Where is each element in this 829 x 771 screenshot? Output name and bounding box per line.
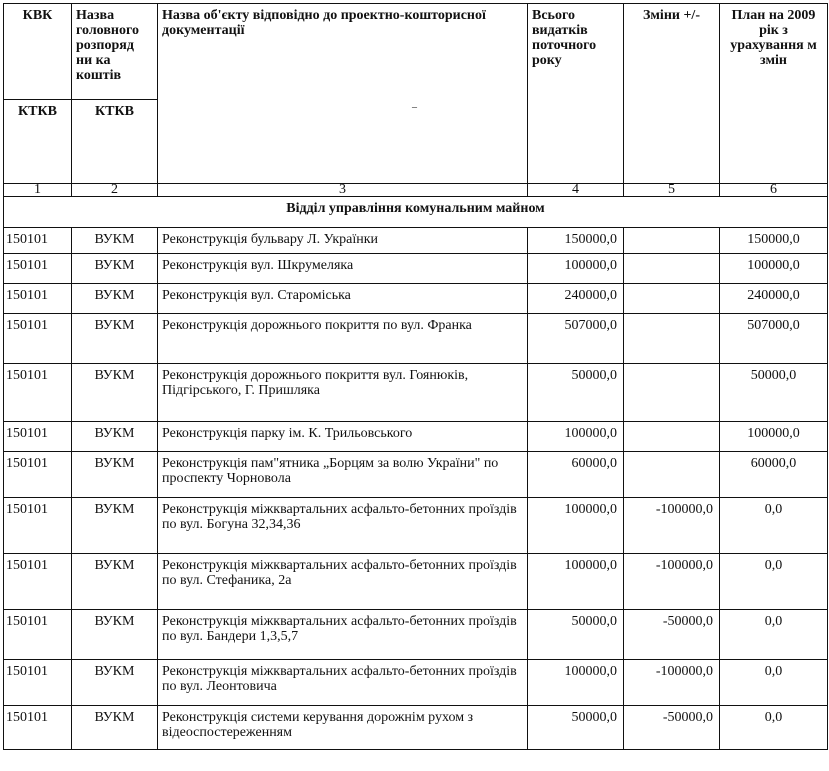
table-row [4, 498, 828, 554]
org-cell: ВУКМ [72, 422, 158, 452]
total-cell: 50000,0 [528, 364, 624, 422]
org-cell: ВУКМ [72, 554, 158, 610]
kvk-cell: 150101 [4, 364, 72, 422]
column-number: 5 [624, 184, 720, 197]
total-cell: 50000,0 [528, 610, 624, 660]
org-cell: ВУКМ [72, 254, 158, 284]
plan-cell: 0,0 [720, 610, 828, 660]
total-cell: 507000,0 [528, 314, 624, 364]
kvk-cell: 150101 [4, 452, 72, 498]
object-name-cell: Реконструкція вул. Старомiська [158, 284, 528, 314]
org-cell: ВУКМ [72, 228, 158, 254]
header-org-label: Назва головного розпоряд ни ка коштів [76, 8, 139, 83]
header-ktkv-2: КТКВ [72, 100, 158, 184]
org-cell: ВУКМ [72, 706, 158, 750]
table-row [4, 422, 828, 452]
plan-cell: 0,0 [720, 706, 828, 750]
total-cell: 100000,0 [528, 554, 624, 610]
stray-dash: – [412, 102, 417, 113]
object-name-cell: Реконструкція системи керування дорожнім рухом з відеоспостереженням [158, 706, 528, 750]
plan-cell: 100000,0 [720, 254, 828, 284]
change-cell: -50000,0 [624, 610, 720, 660]
column-number: 1 [4, 184, 72, 197]
table-row [4, 452, 828, 498]
org-cell: ВУКМ [72, 498, 158, 554]
change-cell [624, 228, 720, 254]
kvk-cell: 150101 [4, 422, 72, 452]
plan-cell: 100000,0 [720, 422, 828, 452]
table-row [4, 660, 828, 706]
total-cell: 100000,0 [528, 254, 624, 284]
total-cell: 240000,0 [528, 284, 624, 314]
change-cell: -100000,0 [624, 554, 720, 610]
object-name-cell: Реконструкція вул. Шкрумеляка [158, 254, 528, 284]
column-number: 4 [528, 184, 624, 197]
org-cell: ВУКМ [72, 314, 158, 364]
plan-cell: 50000,0 [720, 364, 828, 422]
object-name-cell: Реконструкція пам"ятника „Борцям за волю України" по проспекту Чорновола [158, 452, 528, 498]
object-name-cell: Реконструкція міжквартальних асфальто-бетонних проїздів по вул. Бандери 1,3,5,7 [158, 610, 528, 660]
plan-cell: 60000,0 [720, 452, 828, 498]
org-cell: ВУКМ [72, 452, 158, 498]
section-title: Відділ управління комунальним майном [4, 197, 828, 228]
plan-cell: 0,0 [720, 498, 828, 554]
org-cell: ВУКМ [72, 284, 158, 314]
kvk-cell: 150101 [4, 284, 72, 314]
table-body [4, 228, 828, 750]
table-row [4, 610, 828, 660]
total-cell: 50000,0 [528, 706, 624, 750]
change-cell: -100000,0 [624, 660, 720, 706]
kvk-cell: 150101 [4, 228, 72, 254]
object-name-cell: Реконструкція міжквартальних асфальто-бетонних проїздів по вул. Леонтовича [158, 660, 528, 706]
total-cell: 150000,0 [528, 228, 624, 254]
total-cell: 100000,0 [528, 422, 624, 452]
header-object-label: Назва об'єкту відповідно до проектно-кошторисної документації [162, 8, 486, 38]
plan-cell: 0,0 [720, 660, 828, 706]
budget-table [3, 3, 828, 750]
change-cell: -100000,0 [624, 498, 720, 554]
change-cell [624, 254, 720, 284]
change-cell [624, 364, 720, 422]
kvk-cell: 150101 [4, 706, 72, 750]
column-number: 6 [720, 184, 828, 197]
org-cell: ВУКМ [72, 660, 158, 706]
plan-cell: 0,0 [720, 554, 828, 610]
object-name-cell: Реконструкція дорожнього покриття вул. Гоянюків, Підгірського, Г. Пришляка [158, 364, 528, 422]
header-kvk: КВК [4, 4, 72, 100]
total-cell: 100000,0 [528, 660, 624, 706]
object-name-cell: Реконструкція дорожнього покриття по вул. Франка [158, 314, 528, 364]
kvk-cell: 150101 [4, 314, 72, 364]
org-cell: ВУКМ [72, 364, 158, 422]
table-row [4, 364, 828, 422]
table-row [4, 554, 828, 610]
header-total: Всього видатків поточного року [528, 4, 624, 184]
org-cell: ВУКМ [72, 610, 158, 660]
table-row [4, 314, 828, 364]
object-name-cell: Реконструкція міжквартальних асфальто-бетонних проїздів по вул. Богуна 32,34,36 [158, 498, 528, 554]
table-row [4, 284, 828, 314]
kvk-cell: 150101 [4, 660, 72, 706]
object-name-cell: Реконструкція бульвару Л. Українки [158, 228, 528, 254]
kvk-cell: 150101 [4, 610, 72, 660]
plan-cell: 150000,0 [720, 228, 828, 254]
header-ktkv-1: КТКВ [4, 100, 72, 184]
plan-cell: 240000,0 [720, 284, 828, 314]
table-row [4, 706, 828, 750]
change-cell [624, 422, 720, 452]
change-cell: -50000,0 [624, 706, 720, 750]
header-org [72, 4, 158, 100]
object-name-cell: Реконструкція міжквартальних асфальто-бетонних проїздів по вул. Стефаника, 2а [158, 554, 528, 610]
table-row [4, 254, 828, 284]
change-cell [624, 452, 720, 498]
column-number: 3 [158, 184, 528, 197]
plan-cell: 507000,0 [720, 314, 828, 364]
column-number: 2 [72, 184, 158, 197]
kvk-cell: 150101 [4, 498, 72, 554]
header-changes-label: Зміни +/- [643, 8, 700, 23]
header-object-name [158, 4, 528, 184]
total-cell: 60000,0 [528, 452, 624, 498]
change-cell [624, 314, 720, 364]
object-name-cell: Реконструкція парку ім. К. Трильовського [158, 422, 528, 452]
kvk-cell: 150101 [4, 254, 72, 284]
total-cell: 100000,0 [528, 498, 624, 554]
kvk-cell: 150101 [4, 554, 72, 610]
change-cell [624, 284, 720, 314]
header-plan: План на 2009 рік з урахування м змін [720, 4, 828, 184]
header-changes [624, 4, 720, 184]
table-row [4, 228, 828, 254]
